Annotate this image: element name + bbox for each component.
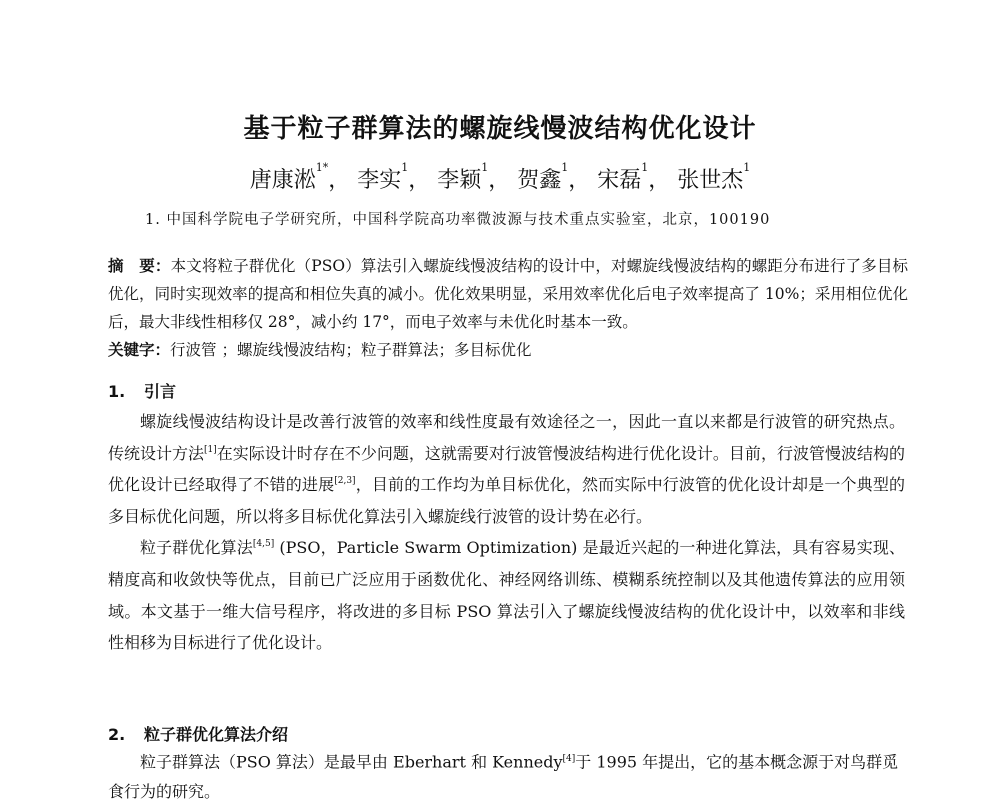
author xyxy=(597,161,649,193)
paragraph-text: 粒子群优化算法 xyxy=(140,538,253,558)
affiliation: 1. 中国科学院电子学研究所，中国科学院高功率微波源与技术重点实验室，北京，100190 xyxy=(145,212,771,228)
paragraph-text: 螺旋线慢波结构设计是改善行波管的效率和线性度最有效途径之一，因此一直以来都是行波管的研究热点。传统设计方法 xyxy=(108,412,905,463)
section-number: 2. xyxy=(108,725,126,744)
section-title: 引言 xyxy=(144,382,177,401)
section-heading xyxy=(108,722,288,745)
paragraph-text: 粒子群算法（PSO 算法）是最早由 Eberhart 和 Kennedy xyxy=(140,752,563,772)
section-body xyxy=(108,406,905,659)
author xyxy=(437,161,489,193)
abstract xyxy=(108,252,908,336)
abstract-block xyxy=(108,252,908,364)
keywords xyxy=(108,336,908,364)
author-name: 张世杰 xyxy=(677,168,744,193)
author-name: 李实 xyxy=(357,168,402,193)
author-name: 李颖 xyxy=(437,168,482,193)
citation: [2,3] xyxy=(334,476,356,487)
abstract-label: 摘 要： xyxy=(108,257,171,275)
citation: [1] xyxy=(204,444,217,455)
keywords-text: 行波管 ；螺旋线慢波结构；粒子群算法；多目标优化 xyxy=(170,341,532,359)
paragraph-text: ，目前的工作均为单目标优化，然而实际中行波管的优化设计却是一个典型的多目标优化问题，所以将多目标优化算法引入螺旋线行波管的设计势在必行。 xyxy=(108,475,905,526)
section-number: 1. xyxy=(108,382,126,401)
paragraph xyxy=(108,532,905,658)
paragraph-text: (PSO，Particle Swarm Optimization) 是最近兴起的一种进化算法，具有容易实现、精度高和收敛快等优点，目前已广泛应用于函数优化、神经网络训练、模糊系统控制以及其他遗传算法的应用领域。本文基于一维大信号程序，将改进的多目标 PSO 算法引入了螺旋线慢波结构的优化设计中，以效率和非线性相移为目标进行了优化设计。 xyxy=(108,538,905,653)
author-name: 宋磊 xyxy=(597,168,642,193)
paragraph xyxy=(108,406,905,532)
citation: [4,5] xyxy=(252,539,275,550)
paragraph-text: 在实际设计时存在不少问题，这就需要对行波管慢波结构进行优化设计。目前，行波管慢波结构的优化设计已经取得了不错的进展 xyxy=(108,443,905,495)
author-affil-mark: 1 xyxy=(561,161,569,174)
author-affil-mark: 1 xyxy=(401,161,409,174)
author-affil-mark: 1 xyxy=(641,161,649,174)
paragraph-cut-off xyxy=(108,744,905,802)
author xyxy=(357,161,409,193)
author-affil-mark: 1 xyxy=(481,161,489,174)
paper-title: 基于粒子群算法的螺旋线慢波结构优化设计 xyxy=(243,114,757,144)
paragraph-text: 于 1995 年提出，它的基本概念源于对鸟群觅食行为的研究。 xyxy=(108,752,899,802)
author-name: 唐康淞 xyxy=(249,168,316,193)
author xyxy=(249,161,329,193)
author-list: 唐康淞$^{1*}$， 李实$^1$， 李颖$^1$， 贺鑫$^1$， 宋磊$^1$， 张世杰$^1$ xyxy=(249,161,751,193)
author-name: 贺鑫 xyxy=(517,168,562,193)
author xyxy=(517,161,569,193)
section-title: 粒子群优化算法介绍 xyxy=(144,725,289,744)
keywords-label: 关键字： xyxy=(108,341,171,359)
section-heading xyxy=(108,379,176,402)
citation: [4] xyxy=(562,754,576,764)
author-affil-mark: 1* xyxy=(315,161,329,174)
author-affil-mark: 1 xyxy=(743,161,751,174)
abstract-text: 本文将粒子群优化（PSO）算法引入螺旋线慢波结构的设计中，对螺旋线慢波结构的螺距分布进行了多目标优化，同时实现效率的提高和相位失真的减小。优化效果明显，采用效率优化后电子效率提高了 10%；采用相位优化后，最大非线性相移仅 28°，减小约 17°，而电子效率与未优化时基本一致。 xyxy=(108,257,908,331)
author xyxy=(677,161,751,193)
